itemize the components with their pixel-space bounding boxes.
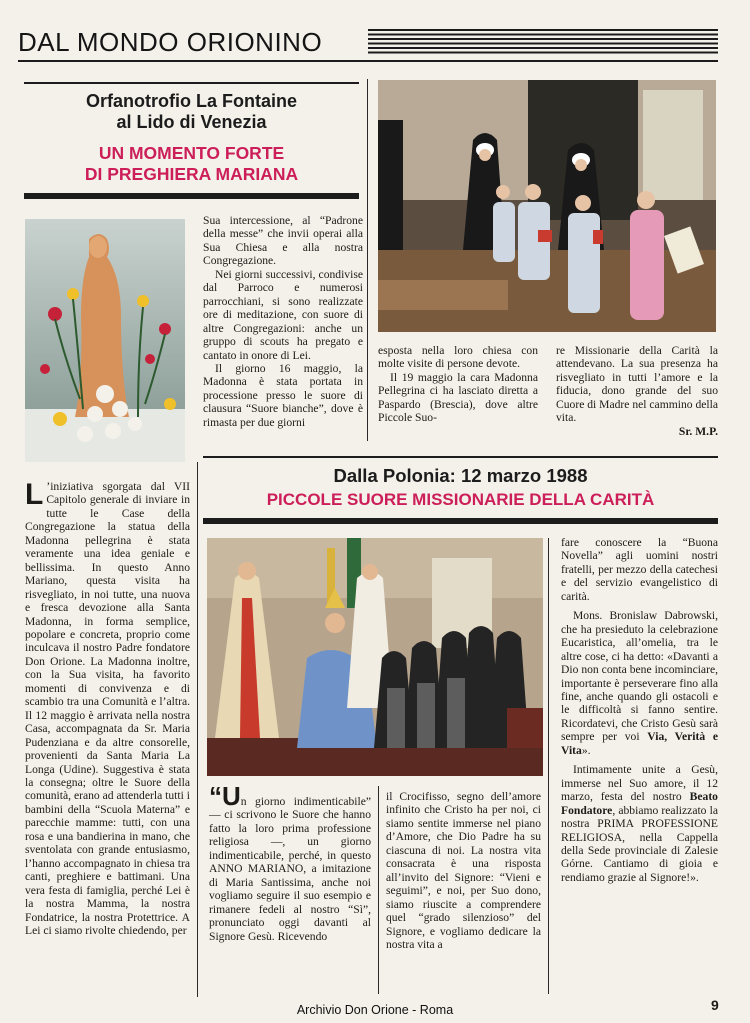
article1-col1-text: ’iniziativa sgorgata dal VII Capitolo generale di inviare in tutte le Case della Congregazione la statua della Madonna pellegrina è stata veramente una idea geniale e bellissima. In questo Anno Mariano, questa visita ha risvegliato, in noi tutte, una nuova e fresca devozione alla Santa Madonna, in forma semplice, popolare e concreta, proprio come inculcava il nostro Padre fondatore Don Orione. La Madonna inoltre, con la Sua visita, ha favorito momenti di convivenza e di scambio tra una Comunità e l’altra. Il 12 maggio è arrivata nella nostra Casa, accompagnata da Sr. Maria Pudenziana e da altre consorelle, provenienti da Santa Maria La Longa (Udine). Suggestiva è stata la consegna; oltre le Suore della comunità, erano ad attenderla tutti i bambini della “Scuola Materna” e parecchie mamme: tutti, con una rosa e una bandierina in mano, che sventolata con grande entusiasmo, l’hanno accompagnato in chiesa tra canti, preghiere e battimani. Una vera festa di famiglia, perché Lei è la nostra Mamma, la nostra Fondatrice, la nostra Protettrice. A Lei ci siamo rivolte chiedendo, per bbox=[25, 480, 190, 937]
archive-footer: Archivio Don Orione - Roma bbox=[296, 1003, 454, 1017]
opening-quote-dropcap: “U bbox=[209, 781, 241, 811]
article2-bottom-rule bbox=[203, 518, 718, 524]
article2-colC-p3-text: Intimamente unite a Gesù, immerse nel Suo amore, il 12 marzo, festa del nostro bbox=[561, 763, 718, 804]
article1-column3 bbox=[378, 344, 538, 425]
article2-subtitle: PICCOLE SUORE MISSIONARIE DELLA CARITÀ bbox=[266, 490, 655, 509]
article2-columnB bbox=[386, 790, 541, 951]
article1-subtitle-line1: UN MOMENTO FORTE bbox=[98, 143, 285, 163]
madonna-statue-photo bbox=[25, 219, 185, 462]
children-procession-photo bbox=[378, 80, 716, 332]
article1-signature: Sr. M.P. bbox=[678, 424, 718, 438]
article2-colC-p2-end: ». bbox=[581, 743, 591, 757]
article1-col3-p1: esposta nella loro chiesa con molte visite di persone devote. bbox=[378, 344, 538, 371]
article1-title-line2: al Lido di Venezia bbox=[116, 112, 267, 132]
article2-columnC bbox=[561, 536, 718, 884]
article2-colB-text: il Crocifisso, segno dell’amore infinito che Cristo ha per noi, ci siamo sentite immerse nel piano d’Amore, che Dio Padre ha su ciascuna di noi. La nostra vita consacrata è una risposta all’invito del Signore: “Vieni e seguimi”, e noi, per Suo dono, siamo riuscite a comprendere quel “grado silenzioso” del Signore, e vogliamo dedicare la nostra vita a bbox=[386, 790, 541, 951]
article1-column1 bbox=[25, 480, 190, 937]
article1-title bbox=[24, 91, 359, 133]
article1-bottom-rule bbox=[24, 193, 359, 199]
article2-colA-text: n giorno indimenticabile” — ci scrivono le Suore che hanno fatto la loro prima professione religiosa —, un giorno indimenticabile, perché, in questo ANNO MARIANO, a imitazione di Maria Santissima, anche noi vogliamo seguire il suo esempio e rimanere fedeli al nostro “Sì”, pronunciato oggi davanti al Signore Gesù. Ricevendo bbox=[209, 795, 371, 943]
article2-top-rule bbox=[203, 456, 718, 458]
profession-ceremony-photo bbox=[207, 538, 543, 776]
article1-title-line1: Orfanotrofio La Fontaine bbox=[86, 91, 297, 111]
article1-subtitle-line2: DI PREGHIERA MARIANA bbox=[84, 164, 299, 184]
article1-column4 bbox=[556, 344, 718, 438]
column-divider-a bbox=[378, 786, 379, 994]
article1-subtitle bbox=[24, 143, 359, 185]
article2-colC-p3-bold: Beato Fondatore bbox=[561, 790, 718, 817]
header-rule bbox=[18, 60, 718, 62]
article2-colC-p3-end: , abbiamo realizzato la nostra PRIMA PROFESSIONE RELIGIOSA, nella Cappella della Sede provinciale di Zalesie Górne. Cantiamo di gioia e rendiamo grazie al Signore!». bbox=[561, 803, 718, 884]
section-title: DAL MONDO ORIONINO bbox=[18, 27, 323, 57]
dropcap-letter: L bbox=[25, 478, 44, 511]
article1-col2-p2: Nei giorni successivi, condivise dal Parroco e numerosi parrocchiani, si sono realizzate ore di meditazione, con suore di altre Congregazioni: anche un gruppo di scouts ha pregato e cantato in onore di Lei. bbox=[203, 267, 363, 362]
column-divider bbox=[367, 79, 368, 441]
article1-col2-p3: Il giorno 16 maggio, la Madonna è stata portata in processione presso le suore di clausura “Suore bianche”, dove è rimasta per due giorni bbox=[203, 361, 363, 429]
article2-colC-p1: fare conoscere la “Buona Novella” agli uomini nostri fratelli, per mezzo della catechesi e del servizio evangelistico di carità. bbox=[561, 536, 718, 603]
article2-colC-p2-text: Mons. Bronislaw Dabrowski, che ha presieduto la celebrazione Eucaristica, all’omelia, tra le altre cose, ci ha detto: «Davanti a Dio non conta bene incominciare, importante è perseverare fino alla fine, anche quando gli ostacoli e le difficoltà si fanno sentire. Ricordatevi, che Cristo Gesù sarà sempre per voi bbox=[561, 609, 718, 744]
article1-top-rule bbox=[24, 82, 359, 84]
article1-col2-p1: Sua intercessione, al “Padrone della messe” che invii operai alla Sua Chiesa e alla nostra Congregazione. bbox=[203, 214, 363, 268]
article1-column2 bbox=[203, 214, 363, 429]
header-decorative-lines bbox=[368, 29, 718, 55]
article2-title: Dalla Polonia: 12 marzo 1988 bbox=[333, 465, 588, 486]
column-divider-b bbox=[548, 538, 549, 994]
article1-col4-p1: re Missionarie della Carità la attendevano. La sua presenza ha risvegliato in tutti l’amore e la fiducia, dono grande del suo Cuore di Madre nel cammino della vita. bbox=[556, 344, 718, 425]
article2-columnA bbox=[209, 781, 371, 943]
article2-colC-bold: Via, Verità e Vita bbox=[561, 730, 718, 757]
article2-colC-p3 bbox=[561, 763, 718, 884]
page-number: 9 bbox=[711, 997, 719, 1013]
article2-colC-p2 bbox=[561, 609, 718, 757]
article-divider bbox=[197, 462, 198, 997]
article1-col3-p2: Il 19 maggio la cara Madonna Pellegrina ci ha lasciato diretta a Paspardo (Brescia), dove altre Piccole Suo- bbox=[378, 370, 538, 425]
